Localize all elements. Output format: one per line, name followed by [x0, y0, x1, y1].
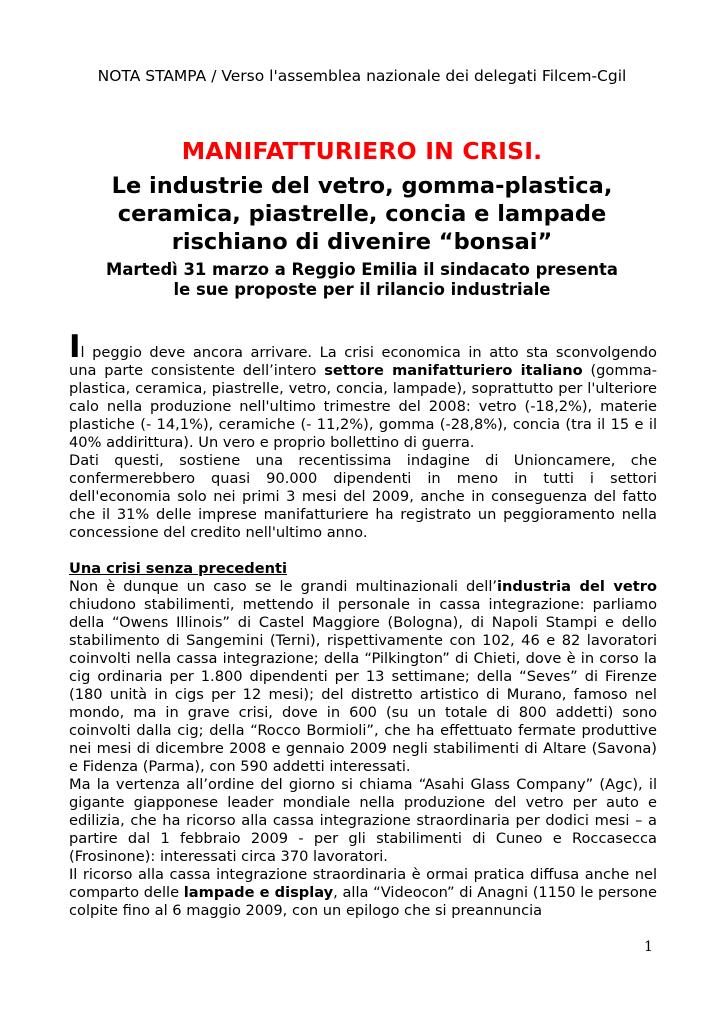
- drop-cap: I: [69, 329, 81, 365]
- page-title: MANIFATTURIERO IN CRISI.: [181, 137, 543, 165]
- subtitle: Le industrie del vetro, gomma-plastica, ceramica, piastrelle, concia e lampade rischiano di divenire “bonsai”: [111, 173, 613, 255]
- bold-phrase: settore manifatturiero italiano: [324, 362, 583, 379]
- event-info-line-2: le sue proposte per il rilancio industriale: [173, 280, 551, 299]
- article-body: [69, 329, 658, 920]
- section-heading: Una crisi senza precedenti: [69, 560, 287, 577]
- bold-phrase: lampade e display: [183, 884, 334, 901]
- paragraph: Non è dunque un caso se le grandi multinazionali dell’industria del vetro chiudono stabilimenti, mettendo il personale in cassa integrazione: parliamo della “Owens Illinois” di Castel Maggiore (Bologna), di Napoli Stampi e dello stabilimento di Sangemini (Terni), rispettivamente con 102, 46 e 82 lavoratori coinvolti nella cassa integrazione; della “Pilkington” di Chieti, dove è in corso la cig ordinaria per 1.800 dipendenti per 13 settimane; della “Seves” di Firenze (180 unità in cigs per 12 mesi); del distretto artistico di Murano, famoso nel mondo, ma in grave crisi, dove in 600 (su un totale di 800 addetti) sono coinvolti dalla cig; della “Rocco Bormioli”, che ha effettuato fermate produttive nei mesi di dicembre 2008 e gennaio 2009 negli stabilimenti di Altare (Savona) e Fidenza (Parma), con 590 addetti interessati.: [69, 578, 658, 775]
- bold-phrase: industria del vetro: [497, 578, 658, 595]
- paragraph: Dati questi, sostiene una recentissima indagine di Unioncamere, che confermerebbero quasi 90.000 dipendenti in meno in tutti i settori dell'economia solo nei primi 3 mesi del 2009, anche in conseguenza del fatto che il 31% delle imprese manifatturiere ha registrato un peggioramento nella concessione del credito nell'ultimo anno.: [69, 452, 657, 541]
- event-info-line-1: Martedì 31 marzo a Reggio Emilia il sindacato presenta: [106, 260, 618, 279]
- paragraph-intro: Il peggio deve ancora arrivare. La crisi economica in atto sta sconvolgendo una parte consistente dell’intero settore manifatturiero italiano (gomma-plastica, ceramica, piastrelle, vetro, concia, lampade), soprattutto per l'ulteriore calo nella produzione nell'ultimo trimestre del 2008: vetro (-18,2%), materie plastiche (- 14,1%), ceramiche (- 11,2%), gomma (-28,8%), concia (tra il 15 e il 40% addirittura). Un vero e proprio bollettino di guerra.: [69, 329, 657, 451]
- press-note-header: NOTA STAMPA / Verso l'assemblea nazionale dei delegati Filcem-Cgil: [97, 67, 627, 85]
- event-info: [60, 260, 664, 300]
- paragraph: Il ricorso alla cassa integrazione straordinaria è ormai pratica diffusa anche nel comparto delle lampade e display, alla “Videocon” di Anagni (1150 le persone colpite fino al 6 maggio 2009, con un epilogo che si preannuncia: [69, 866, 657, 919]
- paragraph: Ma la vertenza all’ordine del giorno si chiama “Asahi Glass Company” (Agc), il gigante giapponese leader mondiale nella produzione del vetro per auto e edilizia, che ha ricorso alla cassa integrazione straordinaria per dodici mesi – a partire dal 1 febbraio 2009 - per gli stabilimenti di Cuneo e Roccasecca (Frosinone): interessati circa 370 lavoratori.: [69, 776, 657, 865]
- page-number: 1: [644, 939, 653, 955]
